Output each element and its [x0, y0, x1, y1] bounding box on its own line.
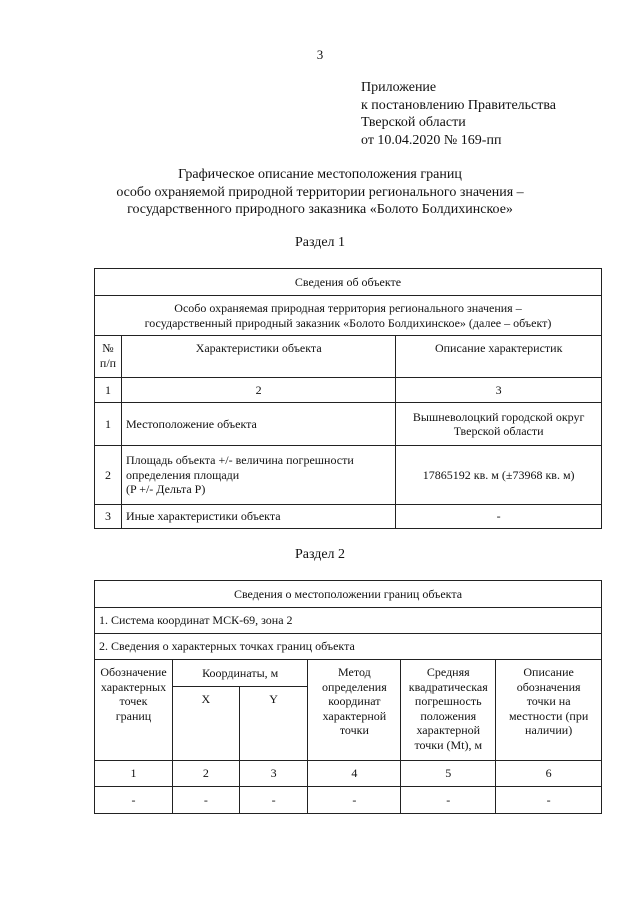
- data-cell: -: [496, 787, 602, 814]
- header-line: положения: [420, 708, 477, 723]
- header-line: характерной: [322, 708, 387, 723]
- index-cell: 2: [121, 378, 395, 403]
- document-title: [0, 166, 640, 219]
- header-line: наличии): [525, 723, 573, 737]
- row-name: Иные характеристики объекта: [121, 505, 395, 529]
- row-name: Местоположение объекта: [121, 403, 395, 446]
- boundary-points-table: [94, 580, 602, 814]
- appendix-line: к постановлению Правительства: [361, 97, 557, 113]
- row-num: 3: [95, 505, 122, 529]
- header-line: точки на: [526, 694, 571, 708]
- table-row: [95, 787, 602, 814]
- data-cell: -: [308, 787, 401, 814]
- index-cell: 1: [95, 761, 173, 787]
- header-line: точек: [119, 694, 148, 708]
- row-value: [396, 403, 602, 446]
- data-cell: -: [172, 787, 239, 814]
- appendix-date-line: от 10.04.2020 № 169-пп: [361, 132, 502, 148]
- section2-heading: Раздел 2: [294, 547, 346, 562]
- header-line: точки (Mt), м: [414, 737, 483, 752]
- row-name-line: Площадь объекта +/- величина погрешности: [125, 453, 354, 468]
- header-line: границ: [115, 708, 152, 723]
- title-line: Графическое описание местоположения границ: [178, 167, 462, 182]
- data-cell: -: [95, 787, 173, 814]
- appendix-line: Тверской области: [361, 115, 466, 130]
- row-name-line: (P +/- Дельта P): [125, 482, 206, 497]
- header-line: характерной: [416, 723, 481, 737]
- index-cell: 5: [401, 761, 496, 787]
- header-line: точки: [339, 723, 369, 737]
- appendix-block: [361, 79, 556, 149]
- header-num: [95, 336, 122, 378]
- header-rms-error: [401, 660, 496, 761]
- header-num-line: №: [102, 341, 114, 355]
- header-designation: [95, 660, 173, 761]
- header-line: местности (при: [508, 708, 589, 723]
- table-row: [95, 446, 602, 505]
- object-name-line: государственный природный заказник «Болото Болдихинское» (далее – объект): [144, 315, 552, 330]
- row-value: 17865192 кв. м (±73968 кв. м): [396, 446, 602, 505]
- header-coordinates: Координаты, м: [172, 660, 307, 687]
- title-line: государственного природного заказника «Болото Болдихинское»: [127, 202, 513, 217]
- row-value-line: Вышневолоцкий городской округ: [412, 409, 585, 424]
- object-name-line: Особо охраняемая природная территория регионального значения –: [174, 301, 522, 315]
- row-value-line: Тверской области: [453, 424, 544, 438]
- page-number: 3: [316, 47, 324, 62]
- table-row: [95, 403, 602, 446]
- header-line: Описание: [523, 665, 574, 679]
- data-cell: -: [401, 787, 496, 814]
- header-line: координат: [328, 694, 381, 708]
- header-characteristics: Характеристики объекта: [121, 336, 395, 378]
- header-num-line: п/п: [99, 355, 117, 370]
- table-title: Сведения о местоположении границ объекта: [95, 581, 602, 608]
- header-x: X: [172, 687, 239, 761]
- index-cell: 1: [95, 378, 122, 403]
- index-cell: 4: [308, 761, 401, 787]
- header-line: обозначения: [516, 679, 581, 694]
- header-description: Описание характеристик: [396, 336, 602, 378]
- title-line: особо охраняемой природной территории регионального значения –: [116, 184, 524, 200]
- row-name-line: определения площади: [125, 467, 240, 482]
- table-row: [95, 505, 602, 529]
- row-num: 2: [95, 446, 122, 505]
- header-line: квадратическая: [408, 679, 488, 694]
- points-info-cell: 2. Сведения о характерных точках границ объекта: [95, 634, 602, 660]
- header-line: характерных: [100, 679, 167, 694]
- index-cell: 3: [239, 761, 308, 787]
- row-name: [121, 446, 395, 505]
- data-cell: -: [239, 787, 308, 814]
- index-cell: 3: [396, 378, 602, 403]
- header-method: [308, 660, 401, 761]
- index-cell: 6: [496, 761, 602, 787]
- table-title: Сведения об объекте: [95, 269, 602, 296]
- header-y: Y: [239, 687, 308, 761]
- index-cell: 2: [172, 761, 239, 787]
- header-point-description: [496, 660, 602, 761]
- object-name-cell: [95, 296, 602, 336]
- header-line: погрешность: [414, 694, 482, 708]
- row-num: 1: [95, 403, 122, 446]
- row-value: -: [396, 505, 602, 529]
- header-line: Средняя: [426, 665, 470, 679]
- header-line: определения: [322, 679, 387, 694]
- object-info-table: [94, 268, 602, 529]
- appendix-line: Приложение: [361, 80, 437, 95]
- header-line: Обозначение: [100, 665, 167, 679]
- header-line: Метод: [338, 665, 371, 679]
- section1-heading: Раздел 1: [294, 235, 346, 250]
- coord-system-cell: 1. Система координат МСК-69, зона 2: [95, 608, 602, 634]
